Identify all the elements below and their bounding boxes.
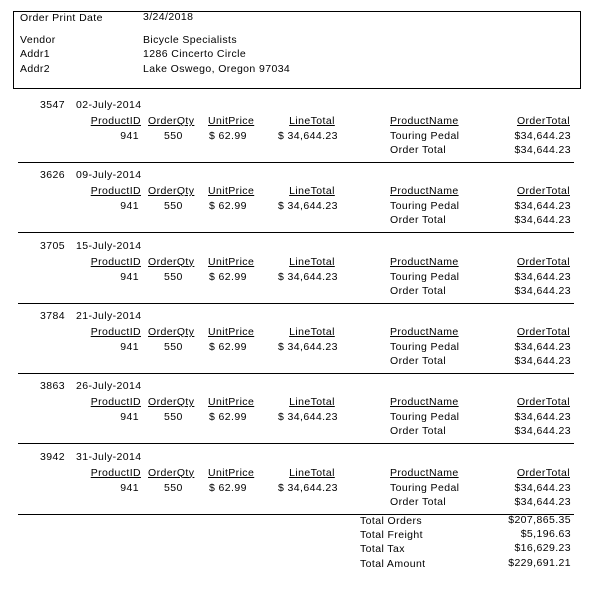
col-header-order-total: OrderTotal [516,466,570,479]
col-header-product-id: ProductID [90,466,141,479]
line-order-total: $34,644.23 [514,200,571,213]
order-block [0,310,615,380]
col-header-product-name: ProductName [390,466,459,479]
total-amount-label: Total Amount [360,558,426,570]
order-date: 26-July-2014 [76,380,142,393]
order-total-value: $34,644.23 [514,284,571,297]
order-total-label: Order Total [390,284,447,297]
order-separator [18,373,574,374]
col-header-unit-price: UnitPrice [208,185,255,198]
order-block [0,451,615,521]
col-header-order-qty: OrderQty [148,396,195,409]
col-header-line-total: LineTotal [289,255,335,268]
order-block [0,380,615,450]
line-total: $ 34,644.23 [278,411,338,424]
line-total: $ 34,644.23 [278,270,338,283]
print-date-value: 3/24/2018 [143,11,194,23]
total-orders-label: Total Orders [360,515,422,527]
unit-price: $ 62.99 [209,270,247,283]
product-name: Touring Pedal [390,130,460,142]
order-separator [18,162,574,163]
order-block [0,169,615,239]
order-separator [18,232,574,233]
addr2-label: Addr2 [20,63,51,75]
order-total-value: $34,644.23 [514,495,571,508]
col-header-product-name: ProductName [390,185,459,198]
col-header-unit-price: UnitPrice [208,255,255,268]
total-freight-label: Total Freight [360,529,423,541]
line-total: $ 34,644.23 [278,340,338,353]
col-header-product-name: ProductName [390,115,459,127]
col-header-order-total: OrderTotal [516,396,570,409]
order-qty: 550 [164,200,183,213]
order-id: 3626 [40,169,65,182]
col-header-product-name: ProductName [390,396,459,409]
addr1-value: 1286 Cincerto Circle [143,48,247,60]
unit-price: $ 62.99 [209,411,247,424]
line-order-total: $34,644.23 [514,411,571,424]
line-total: $ 34,644.23 [278,200,338,213]
col-header-order-qty: OrderQty [148,185,195,198]
order-block [0,240,615,310]
line-order-total: $34,644.23 [514,270,571,283]
order-id: 3547 [40,99,65,111]
line-total: $ 34,644.23 [278,481,338,494]
order-date: 21-July-2014 [76,309,142,322]
col-header-order-qty: OrderQty [148,115,195,127]
order-total-label: Order Total [390,144,447,156]
col-header-order-qty: OrderQty [148,325,195,338]
col-header-product-id: ProductID [90,185,141,198]
col-header-line-total: LineTotal [289,466,335,479]
order-qty: 550 [164,340,183,353]
col-header-unit-price: UnitPrice [208,396,255,409]
col-header-order-total: OrderTotal [516,185,570,198]
col-header-line-total: LineTotal [289,185,335,198]
col-header-product-id: ProductID [90,325,141,338]
product-name: Touring Pedal [390,481,460,494]
col-header-line-total: LineTotal [289,396,335,409]
product-id: 941 [120,270,139,283]
line-order-total: $34,644.23 [514,130,571,142]
order-total-value: $34,644.23 [514,214,571,227]
col-header-unit-price: UnitPrice [208,325,255,338]
order-block [0,99,615,169]
total-orders-value: $207,865.35 [508,514,571,526]
order-total-value: $34,644.23 [514,425,571,438]
col-header-line-total: LineTotal [289,325,335,338]
product-name: Touring Pedal [390,340,460,353]
product-id: 941 [120,200,139,213]
order-total-label: Order Total [390,495,447,508]
order-total-label: Order Total [390,425,447,438]
order-id: 3863 [40,380,65,393]
addr1-label: Addr1 [20,48,51,60]
col-header-order-total: OrderTotal [516,325,570,338]
line-order-total: $34,644.23 [514,340,571,353]
order-total-value: $34,644.23 [514,144,571,156]
col-header-order-total: OrderTotal [516,115,570,127]
line-total: $ 34,644.23 [278,130,338,142]
line-order-total: $34,644.23 [514,481,571,494]
col-header-order-total: OrderTotal [516,255,570,268]
order-total-label: Order Total [390,214,447,227]
product-name: Touring Pedal [390,200,460,213]
col-header-order-qty: OrderQty [148,466,195,479]
order-date: 15-July-2014 [76,239,142,252]
addr2-value: Lake Oswego, Oregon 97034 [143,63,291,75]
order-id: 3942 [40,450,65,463]
order-qty: 550 [164,130,183,142]
order-qty: 550 [164,270,183,283]
product-id: 941 [120,481,139,494]
print-date-label: Order Print Date [20,12,103,24]
total-tax-value: $16,629.23 [514,542,571,554]
order-separator [18,443,574,444]
order-date: 31-July-2014 [76,450,142,463]
order-date: 09-July-2014 [76,169,142,182]
product-id: 941 [120,340,139,353]
product-id: 941 [120,130,139,142]
unit-price: $ 62.99 [209,130,247,142]
col-header-product-name: ProductName [390,255,459,268]
product-id: 941 [120,411,139,424]
vendor-label: Vendor [20,34,56,46]
col-header-product-name: ProductName [390,325,459,338]
col-header-product-id: ProductID [90,255,141,268]
vendor-value: Bicycle Specialists [143,34,237,46]
total-freight-value: $5,196.63 [520,528,571,540]
order-total-label: Order Total [390,354,447,367]
order-qty: 550 [164,481,183,494]
unit-price: $ 62.99 [209,481,247,494]
total-amount-value: $229,691.21 [508,557,571,569]
product-name: Touring Pedal [390,411,460,424]
col-header-unit-price: UnitPrice [208,115,255,127]
order-separator [18,303,574,304]
col-header-line-total: LineTotal [289,115,335,127]
order-id: 3784 [40,309,65,322]
product-name: Touring Pedal [390,270,460,283]
order-id: 3705 [40,239,65,252]
col-header-unit-price: UnitPrice [208,466,255,479]
order-total-value: $34,644.23 [514,354,571,367]
total-tax-label: Total Tax [360,543,405,555]
col-header-order-qty: OrderQty [148,255,195,268]
order-date: 02-July-2014 [76,99,142,111]
unit-price: $ 62.99 [209,340,247,353]
col-header-product-id: ProductID [90,115,141,127]
order-qty: 550 [164,411,183,424]
unit-price: $ 62.99 [209,200,247,213]
col-header-product-id: ProductID [90,396,141,409]
